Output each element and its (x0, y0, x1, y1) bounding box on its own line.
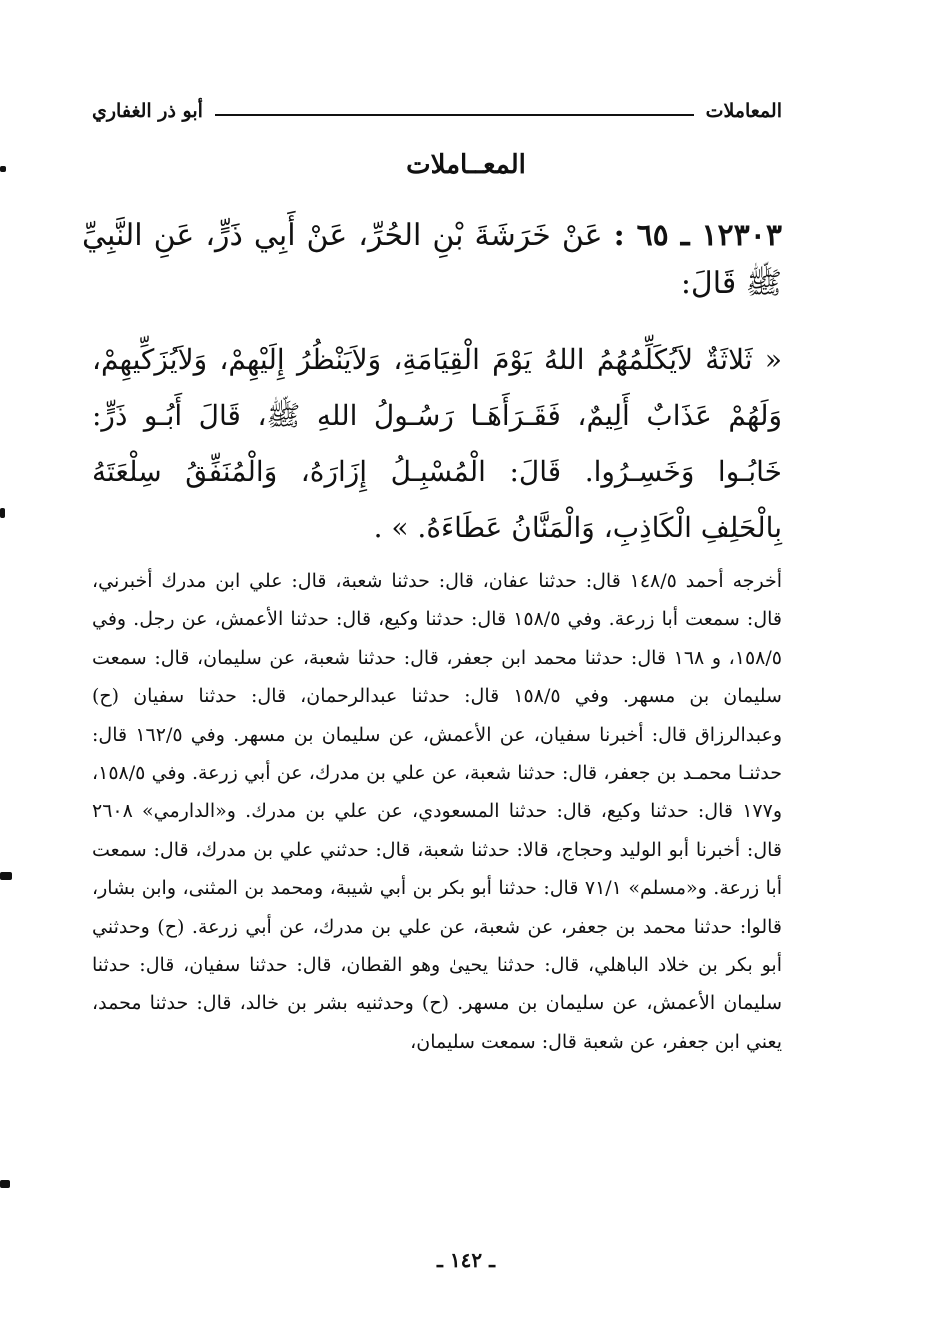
running-header-chapter: المعاملات (705, 100, 782, 122)
running-header (92, 96, 782, 126)
scan-edge-mark (0, 1180, 10, 1188)
hadith-isnad: عَنْ خَرَشَةَ بْنِ الحُرِّ، عَنْ أَبِي ذَرٍّ، عَنِ النَّبِيِّ ﷺ قَالَ: (82, 218, 782, 301)
hadith-text: « ثَلاثَةٌ لاَيُكَلِّمُهُمُ اللهُ يَوْمَ الْقِيَامَةِ، وَلاَيَنْظُرُ إِلَيْهِمْ، وَلاَيُزَكِّيهِمْ، وَلَهُمْ عَذَابٌ أَلِيمٌ، فَقَـرَأَهَـا رَسُـولُ اللهِ ﷺ، قَالَ أَبُـو ذَرٍّ: خَابُـوا وَخَسِـرُوا. قَالَ: الْمُسْبِـلُ إِزَارَهُ، وَالْمُنَفِّقُ سِلْعَتَهُ بِالْحَلِفِ الْكَاذِبِ، وَالْمَنَّانُ عَطَاءَهُ. » . (92, 343, 782, 544)
scan-edge-mark (0, 508, 5, 518)
scan-edge-mark (0, 166, 6, 172)
takhrij-paragraph: أخرجه أحمد ١٤٨/٥ قال: حدثنا عفان، قال: حدثنا شعبة، قال: علي ابن مدرك أخبرني، قال: سمعت أبا زرعة. وفي ١٥٨/٥ قال: حدثنا وكيع، قال: حدثنا الأعمش، عن رجل. وفي ١٥٨/٥، و ١٦٨ قال: حدثنا محمد ابن جعفر، قال: حدثنا شعبة، عن سليمان، قال: سمعت سليمان بن مسهر. وفي ١٥٨/٥ قال: حدثنا عبدالرحمان، قال: حدثنا سفيان (ح) وعبدالرزاق قال: أخبرنا سفيان، عن الأعمش، عن سليمان بن مسهر. وفي ١٦٢/٥ قال: حدثنـا محمـد بن جعفر، قال: حدثنا شعبة، عن علي بن مدرك، عن أبي زرعة. وفي ١٥٨/٥، و١٧٧ قال: حدثنا وكيع، قال: حدثنا المسعودي، عن علي بن مدرك. و«الدارمي» ٢٦٠٨ قال: أخبرنا أبو الوليد وحجاج، قالا: حدثنا شعبة، قال: حدثني علي بن مدرك، قال: سمعت أبا زرعة. و«مسلم» ٧١/١ قال: حدثنا أبو بكر بن أبي شيبة، ومحمد بن المثنى، وابن بشار، قالوا: حدثنا محمد بن جعفر، عن شعبة، عن علي بن مدرك، عن أبي زرعة. (ح) وحدثني أبو بكر بن خلاد الباهلي، قال: حدثنا يحيىٰ وهو القطان، قال: حدثنا سفيان، قال: حدثنا سليمان الأعمش، عن سليمان بن مسهر. (ح) وحدثنيه بشر بن خالد، قال: حدثنا محمد، يعني ابن جعفر، عن شعبة قال: سمعت سليمان، (92, 570, 783, 1053)
hadith-isnad-line (82, 212, 782, 308)
running-header-book: أبو ذر الغفاري (92, 100, 203, 122)
hadith-number: ١٢٣٠٣ ـ ٦٥ : (613, 218, 782, 253)
header-rule (215, 114, 694, 116)
section-title: المعــاملات (406, 150, 526, 180)
scan-edge-mark (0, 872, 12, 880)
page-number: ـ ١٤٢ ـ (437, 1248, 495, 1272)
